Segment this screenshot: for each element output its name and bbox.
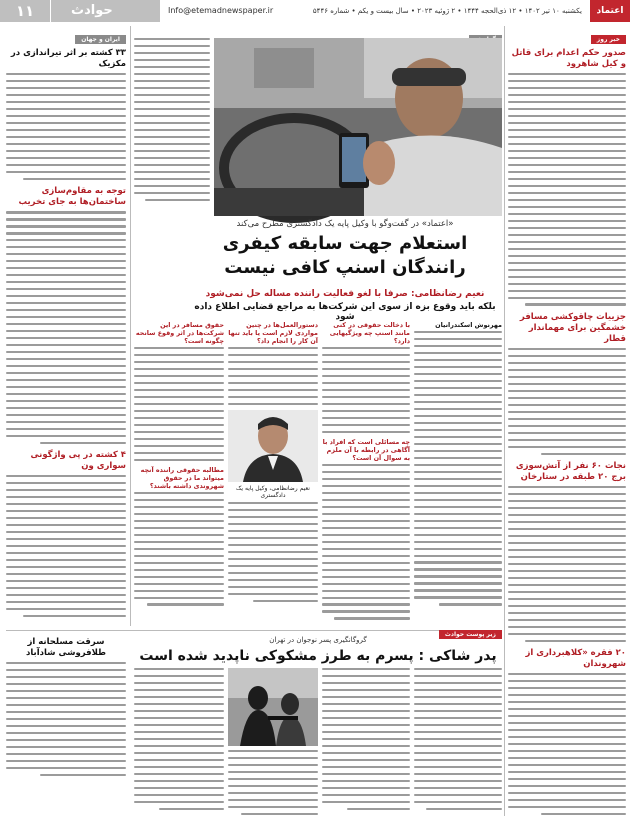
column-rule: [504, 26, 505, 816]
lawyer-photo-caption: نعیم رضانظامی، وکیل پایه یک دادگستری: [236, 484, 310, 499]
left-bottom-column: [6, 634, 126, 816]
main-story-col-3: [228, 318, 318, 626]
main-story-headline: استعلام جهت سابقه کیفری رانندگان اسنپ کافی نیست: [222, 233, 468, 278]
main-story-question-1: با دخالت حقوقی در کنی مانند اسنپ چه ویژگیهایی دارد؟: [329, 321, 410, 345]
bottom-story-col-3: [228, 750, 318, 818]
newspaper-logo: اعتماد: [590, 0, 630, 22]
driver-photo: [214, 38, 502, 216]
bottom-story-headline: پدر شاکی : پسرم به طرز مشکوکی ناپدید شده است: [139, 648, 497, 664]
page-number: ۱۱: [0, 0, 50, 22]
main-story-question-5: مطالبه حقوقی راننده آنچه میتواند ما در حقوق شهروندی داشته باشند؟: [140, 465, 224, 490]
tag-iran-jahan: ایران و جهان: [75, 35, 126, 44]
column-rule: [130, 26, 131, 626]
main-story-subhead-2: بلکه باید وقوع بزه از سوی این شرکت‌ها به مراجع قضایی اطلاع داده شود: [194, 302, 496, 322]
main-story-subhead-1: نعیم رضانظامی: صرفا با لغو فعالیت راننده مساله حل نمی‌شود: [205, 289, 485, 299]
left-story3-title: ۴ کشته در پی واژگونی سواری ون: [30, 450, 126, 472]
main-story-side-text: [134, 38, 210, 218]
main-story-question-3: دستورالعمل‌ها در چنین مواردی لازم است یا باید تنها آن کار را انجام داد؟: [228, 321, 318, 345]
left-column: [6, 26, 126, 626]
right-story2-body: [508, 348, 626, 455]
bottom-story-col-2: [322, 668, 410, 818]
main-story-col-1: [414, 318, 502, 626]
right-story4-body: [508, 673, 626, 815]
right-story3-title: نجات ۶۰ نفر از آتش‌سوزی برج ۲۰ طبقه در ستارخان: [515, 461, 626, 483]
main-story-question-2: چه مسائلی است که افراد با آگاهی در رابطه با آن ملزم به سوال آن است؟: [322, 437, 410, 462]
main-story-byline: مهرنوش اسکندرانیان: [435, 321, 502, 329]
bottom-story-col-1: [414, 668, 502, 818]
gozaresh-tag-row: [134, 26, 502, 36]
lawyer-photo: [228, 410, 318, 482]
section-title: حوادث: [50, 0, 160, 22]
left-story1-title: ۳۳ کشته بر اثر تیراندازی در مکزیک: [10, 48, 126, 69]
tag-zir-poost: زیر پوست حوادث: [439, 630, 502, 639]
masthead-date: یکشنبه ۱۰ تیر ۱۴۰۲ • ۱۲ ذی‌الحجه ۱۴۴۴ • ۲ ژوئیه ۲۰۲۳ • سال بیست و یکم • شماره ۵۴۴۶: [312, 7, 582, 15]
masthead-email: Info@etemadnewspaper.ir: [168, 6, 274, 15]
tag-khabar-rooz: خبر روز: [591, 35, 626, 44]
hostage-photo: [228, 668, 318, 746]
bottom-story-kicker: گروگانگیری پسر نوجوان در تهران: [269, 636, 367, 644]
masthead: [0, 0, 630, 22]
right-story1-body: [508, 73, 626, 306]
bottom-story-col-4: [134, 668, 224, 818]
right-story3-body: [508, 486, 626, 642]
main-story-kicker: «اعتماد» در گفت‌وگو با وکیل پایه یک دادگستری مطرح می‌کند: [236, 219, 454, 229]
zir-poost-tag-row: [134, 621, 502, 638]
left-story2-title: توجه به مقاوم‌سازی ساختمان‌ها به جای تخریب: [18, 186, 126, 208]
right-column: [508, 26, 626, 816]
right-story2-title: جزییات چاقوکشی مسافر خشمگین برای مهماندار قطار: [519, 311, 626, 344]
right-story1-title: صدور حکم اعدام برای قاتل و کیل شاهرود: [511, 48, 626, 69]
left-story4-title: سرقت مسلحانه از طلافروشی شادآباد: [25, 637, 107, 658]
main-story-col-2: [322, 318, 410, 626]
main-story-col-4: [134, 318, 224, 626]
main-story-question-4: حقوق مسافر در این شرکت‌ها در اثر وقوع سانحه چگونه است؟: [135, 321, 224, 345]
right-story4-title: ۲۰ فقره «کلاهبرداری از شهروندان: [525, 648, 626, 670]
